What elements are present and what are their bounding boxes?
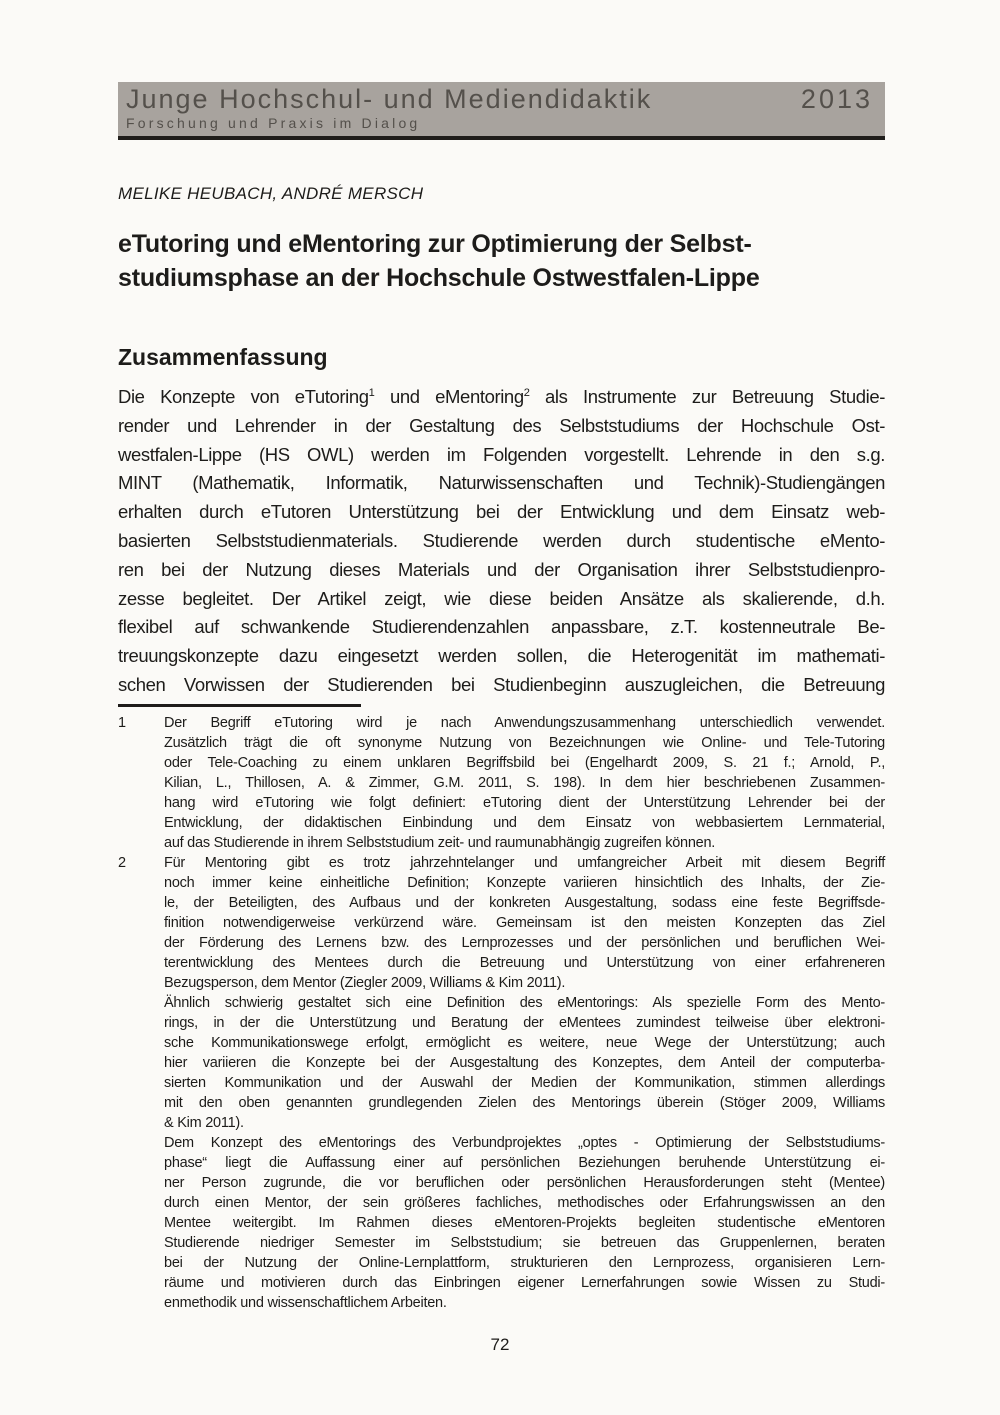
footnote-ref: 2 xyxy=(523,386,530,399)
text-line: noch immer keine einheitliche Definition; Konzepte variieren hinsichtlich des Inhalts, der Zie- xyxy=(164,874,885,891)
text-line: hang wird eTutoring wie folgt definiert: eTutoring dient der Unterstützung Lehrender bei der xyxy=(164,794,885,811)
footnote-item-2 xyxy=(118,853,885,1313)
journal-title: Junge Hochschul- und Mediendidaktik xyxy=(126,84,653,114)
text-line: & Kim 2011). xyxy=(164,1114,244,1131)
text-line: eTutoring und eMentoring zur Optimierung der Selbst- xyxy=(118,230,752,258)
footnote-text xyxy=(164,853,885,1313)
text-line: rings, in der die Unterstützung und Beratung der eMentees zumindest teilweise über elektroni- xyxy=(164,1014,885,1031)
abstract-paragraph xyxy=(118,383,885,700)
text-line: flexibel auf schwankende Studierendenzahlen anpassbare, z.T. kostenneutrale Be- xyxy=(118,616,885,638)
text-line: Dem Konzept des eMentorings des Verbundprojektes „optes - Optimierung der Selbststudiums- xyxy=(164,1134,885,1151)
text-line: westfalen-Lippe (HS OWL) werden im Folgenden vorgestellt. Lehrende in den s.g. xyxy=(118,443,885,465)
text-line: Entwicklung, der didaktischen Einbindung und dem Einsatz von webbasiertem Lernmaterial, xyxy=(164,814,885,831)
footnote-paragraph xyxy=(164,853,885,993)
text-line: Die Konzepte von eTutoring$^1$ und eMentoring$^2$ als Instrumente zur Betreuung Studie- xyxy=(118,386,885,407)
text-line: basierten Selbststudienmaterials. Studierende werden durch studentische eMento- xyxy=(118,529,885,551)
text-line: räume und motivieren durch das Einbringen eigener Lernerfahrungen sowie Wissen zu Studi- xyxy=(164,1274,885,1291)
text-line: Mentee weitergibt. Im Rahmen dieses eMentoren-Projekts begleiten studentische eMentoren xyxy=(164,1214,885,1231)
footnote-paragraph xyxy=(164,1133,885,1313)
text-line: schen Vorwissen der Studierenden bei Studienbeginn auszugleichen, die Betreuung xyxy=(118,673,885,695)
text-line: studiumsphase an der Hochschule Ostwestfalen-Lippe xyxy=(118,264,760,292)
text-line: terentwicklung des Mentees durch die Betreuung und Unterstützung von einer erfahreneren xyxy=(164,954,885,971)
text-line: auf das Studierende in ihrem Selbststudium zeit- und raumunabhängig zugreifen können. xyxy=(164,834,716,851)
page-number: 72 xyxy=(490,1335,510,1354)
text-line: le, der Beteiligten, des Aufbaus und der konkreten Ausgestaltung, sodass eine feste Begriffsde- xyxy=(164,894,885,911)
abstract-heading: Zusammenfassung xyxy=(118,344,328,370)
text-line: enmethodik und wissenschaftlichem Arbeiten. xyxy=(164,1294,447,1311)
text-line: erhalten durch eTutoren Unterstützung bei der Entwicklung und dem Einsatz web- xyxy=(118,501,885,523)
article-authors: MELIKE HEUBACH, ANDRÉ MERSCH xyxy=(118,184,424,203)
footnote-item-1 xyxy=(118,713,885,853)
footnote-number: 2 xyxy=(118,854,126,871)
text-line: sierten Kommunikation und der Auswahl der Medien der Kommunikation, stimmen allerdings xyxy=(164,1074,885,1091)
text-line: oder Tele-Coaching zu einem unklaren Begriffsbild bei (Engelhardt 2009, S. 21 f.; Arnold, P., xyxy=(164,754,885,771)
text-line: Kilian, L., Thillosen, A. & Zimmer, G.M. 2011, S. 198). In dem hier beschriebenen Zusammen- xyxy=(164,774,885,791)
text-line: durch einen Mentor, der sein größeres fachliches, methodisches oder Erfahrungswissen an den xyxy=(164,1194,885,1211)
text-line: hier variieren die Konzepte bei der Ausgestaltung des Konzeptes, dem Anteil der computerba- xyxy=(164,1054,885,1071)
footnote-ref: 1 xyxy=(368,386,375,399)
text-line: ner Person zugrunde, die vor beruflichen oder persönlichen Herausforderungen steht (Mentee) xyxy=(164,1174,885,1191)
journal-year: 2013 xyxy=(800,84,873,114)
text-line: ren bei der Nutzung dieses Materials und der Organisation ihrer Selbststudienpro- xyxy=(118,558,885,580)
text-line: finition notwendigerweise verkürzend wäre. Gemeinsam ist den meisten Konzepten das Ziel xyxy=(164,914,885,931)
journal-header-bar xyxy=(118,82,885,140)
text-line: phase“ liegt die Auffassung einer auf persönlichen Beziehungen beruhende Unterstützung ei- xyxy=(164,1154,885,1171)
text-line: mit den oben genannten grundlegenden Zielen des Mentorings überein (Stöger 2009, Williams xyxy=(164,1094,885,1111)
footnote-separator-rule xyxy=(118,704,361,707)
text-line: Der Begriff eTutoring wird je nach Anwendungszusammenhang unterschiedlich verwendet. xyxy=(164,714,885,731)
text-line: Studierende niedriger Semester im Selbststudium; sie betreuen das Gruppenlernen, beraten xyxy=(164,1234,885,1251)
text-line: bei der Nutzung der Online-Lernplattform, strukturieren den Lernprozess, organisieren Lern- xyxy=(164,1254,885,1271)
footnote-paragraph xyxy=(164,713,885,853)
text-line: render und Lehrender in der Gestaltung des Selbststudiums der Hochschule Ost- xyxy=(118,414,885,436)
text-line: der Förderung des Lernens bzw. des Lernprozesses und der persönlichen und beruflichen Wei- xyxy=(164,934,885,951)
text-line: MINT (Mathematik, Informatik, Naturwissenschaften und Technik)-Studiengängen xyxy=(118,472,885,494)
text-line: zesse begleitet. Der Artikel zeigt, wie diese beiden Ansätze als skalierende, d.h. xyxy=(118,587,885,609)
journal-header-left xyxy=(126,84,652,132)
footnote-paragraph xyxy=(164,993,885,1133)
content-column xyxy=(118,82,885,1313)
text-line: Ähnlich schwierig gestaltet sich eine Definition des eMentorings: Als spezielle Form des Mento- xyxy=(164,994,885,1011)
footnotes-section xyxy=(118,713,885,1313)
text-line: sche Kommunikationswege erfolgt, ermöglicht es weitere, neue Wege der Unterstützung; auch xyxy=(164,1034,885,1051)
article-title xyxy=(118,227,885,295)
text-line: Zusätzlich trägt die oft synonyme Nutzung von Bezeichnungen wie Online- und Tele-Tutoring xyxy=(164,734,885,751)
text-line: Bezugsperson, dem Mentor (Ziegler 2009, Williams & Kim 2011). xyxy=(164,974,566,991)
footnote-number: 1 xyxy=(118,714,126,731)
text-line: Für Mentoring gibt es trotz jahrzehntelanger und umfangreicher Arbeit mit diesem Begriff xyxy=(164,854,885,871)
journal-subtitle: Forschung und Praxis im Dialog xyxy=(126,115,421,131)
footnote-text xyxy=(164,713,885,853)
text-line: treuungskonzepte dazu eingesetzt werden sollen, die Heterogenität im mathemati- xyxy=(118,645,885,667)
